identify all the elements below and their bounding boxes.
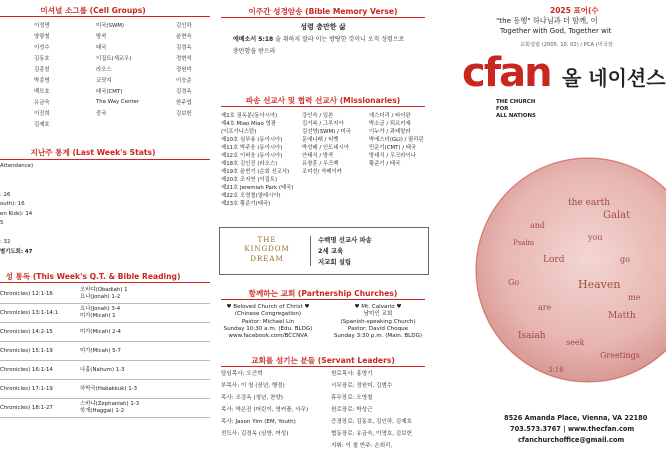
partnership-line: ♥ Beloved Church of Christ ♥ — [226, 304, 310, 310]
reading-bible: 미가(Micah) 5-7 — [80, 347, 121, 354]
logo-sub-line: THE CHURCH — [496, 99, 536, 105]
missionaries-col-1 — [221, 112, 293, 208]
missionary-item: 제20호 조지연 (이집트) — [221, 177, 278, 183]
globe-word: and — [530, 221, 546, 230]
memory-verse-heading: 성령 충만한 삶 — [300, 23, 346, 31]
table-cell: 이정명 — [34, 22, 50, 29]
table-row — [0, 380, 210, 399]
table-cell: 이진희 — [34, 110, 50, 117]
partnership-line: www.facebook.com/BCCNVA — [228, 333, 308, 340]
stats-line: en Kids): 14 — [0, 210, 33, 217]
kingdom-logo-line1: THE — [257, 236, 277, 244]
globe-word: Heaven — [578, 278, 621, 291]
partnership-line: Sunday 3:30 p.m. (Main. BLDG) — [333, 333, 423, 340]
table-cell: 박종명 — [34, 77, 50, 84]
globe-word: Greetings — [600, 351, 640, 360]
globe-word: Go — [508, 278, 520, 287]
globe-word: Matth — [608, 311, 636, 321]
missionary-item: 제18호 김인진 (라오스) — [221, 161, 278, 167]
globe-circle — [476, 158, 666, 382]
reading-qt: Chronicles) 17:1-19 — [0, 386, 53, 392]
missionary-item: 방대식 / 우크라이나 — [369, 153, 416, 159]
memory-verse-line2: 충만함을 받으라 — [233, 48, 276, 55]
globe-word: Psalm — [513, 239, 535, 247]
missionary-item: 제12호 이비웅 (동아시아) — [221, 153, 283, 159]
reading-qt: Chronicles) 15:1-19 — [0, 348, 53, 354]
table-cell: 태국(CMT) — [96, 88, 123, 95]
church-email: cfanchurchoffice@gmail.com — [518, 436, 625, 444]
kingdom-items — [318, 235, 372, 268]
partnership-title: 함께하는 교회 (Partnership Churches) — [248, 289, 398, 298]
table-row — [0, 41, 210, 52]
table-cell: 이승준 — [176, 77, 192, 84]
globe-word: go — [620, 255, 630, 264]
missionaries-title: 파송 선교사 및 협력 선교사 (Missionaries) — [245, 96, 401, 105]
missionary-item: 제11호 박주웅 (동아시아) — [221, 145, 283, 151]
reading-qt: Chronicles) 13:1-14:1 — [0, 310, 59, 316]
divider — [310, 236, 311, 266]
stats-line: 5 — [0, 220, 4, 226]
church-phone-web: 703.573.3767 | www.thecfan.com — [510, 425, 635, 433]
motto-korean: "the 동행" 하나님과 더 함께, 이 — [496, 16, 598, 25]
memory-verse-line1: 술 취하지 말라 이는 방탕한 것이니 오직 성령으로 — [275, 36, 405, 43]
missionaries-col-3 — [369, 112, 424, 168]
leader-line: 시무장로: 정원미, 김범수 — [331, 383, 393, 389]
stats-line — [0, 173, 33, 183]
missionary-item: 박에스더(GLI) / 필리핀 — [369, 137, 424, 143]
logo-korean: 올 네이션스 — [562, 66, 666, 90]
memory-verse-reference: 에베소서 5:18 — [233, 36, 274, 43]
divider — [221, 366, 425, 367]
table-row — [0, 63, 210, 74]
missionaries-list — [221, 112, 433, 212]
table-cell: 김경옥 — [176, 88, 192, 95]
logo-subtitle — [496, 99, 536, 119]
leader-line: 부목사: 이 청 (장년, 행정) — [221, 383, 285, 389]
missionary-item: 박성배 / 인도네시아 — [302, 145, 349, 151]
table-row — [0, 399, 210, 418]
kingdom-logo-line2: KINGDOM — [244, 245, 290, 254]
cfan-logo: cfan — [462, 50, 551, 96]
table-cell: The Way Center — [96, 98, 140, 105]
table-cell: 중국 — [96, 110, 107, 117]
middle-panel — [213, 0, 433, 466]
stats-line: outh): 16 — [0, 201, 25, 207]
missionary-item: 황준기 / 태국 — [369, 161, 401, 167]
logo-sub-line: ALL NATIONS — [496, 112, 536, 119]
stats-title: 지난주 통계 (Last Week's Stats) — [30, 148, 156, 157]
leader-line: 목사: Jason Yim (EM, Youth) — [221, 419, 296, 425]
partnership-line: (Chinese Congregation) — [234, 311, 302, 318]
logo-sub-line: FOR — [496, 105, 509, 112]
leader-line: 원로목사: 홍영기 — [331, 371, 373, 377]
missionary-item: 제23호 황준기(태국) — [221, 201, 271, 207]
table-cell: 정현석 — [176, 55, 192, 62]
reading-qt: Chronicles) 16:1-14 — [0, 367, 53, 373]
leader-line: 담임목사: 오건혁 — [221, 371, 263, 377]
missionary-item: 조미선/ 자메이카 — [302, 169, 342, 175]
kingdom-dream-box — [219, 227, 429, 275]
table-cell: 김제호 — [34, 121, 50, 128]
table-row — [0, 361, 210, 380]
table-cell: 김보헌 — [176, 110, 192, 117]
table-cell: 정원미 — [176, 66, 192, 73]
stats-line: Attendance) — [0, 163, 34, 169]
leader-line: 원로장로: 박성근 — [331, 407, 373, 413]
reading-qt: Chronicles) 14:2-15 — [0, 329, 53, 335]
table-cell: 유금숙 — [34, 99, 50, 106]
partnership-line: Pastor: David Choque — [347, 325, 409, 332]
missionary-item: 제19호 윤빈기 (순회 선교사) — [221, 169, 290, 175]
church-address: 8526 Amanda Place, Vienna, VA 22180 — [504, 414, 648, 422]
stats-line — [0, 230, 33, 240]
divider — [221, 17, 425, 18]
table-row — [0, 118, 210, 129]
missionaries-col-2 — [302, 112, 351, 176]
leader-line: 목사: 박은진 (어린이, 영커플, 사무) — [221, 407, 309, 413]
table-cell: 김종천 — [34, 66, 50, 73]
qt-title: 성 통독 (This Week's Q.T. & Bible Reading) — [5, 272, 181, 281]
table-row — [0, 52, 210, 63]
divider — [221, 299, 425, 300]
qt-table — [0, 285, 210, 418]
servant-leaders-left — [221, 371, 308, 443]
reading-qt: Chronicles) 12:1-16 — [0, 291, 53, 297]
reading-bible: 나훔(Nahum) 1-3 — [80, 366, 125, 373]
kingdom-item: 지교회 설립 — [318, 258, 352, 266]
kingdom-dream-logo — [232, 236, 302, 264]
globe-word: Isaiah — [518, 331, 546, 341]
reading-bible: 스바냐(Zephaniah) 1-3 학개(Haggai) 1-2 — [80, 401, 140, 414]
table-row — [0, 285, 210, 304]
table-cell: 김인하 — [176, 22, 192, 29]
founding-info: 교회설립 (2005. 10. 02) / PCA (미국장 — [520, 42, 613, 48]
cell-groups-table — [0, 19, 210, 129]
table-cell: 라오스 — [96, 66, 112, 73]
kingdom-logo-line3: DREAM — [250, 254, 284, 263]
motto-english: Together with God, Together wit — [500, 27, 612, 35]
table-row — [0, 342, 210, 361]
memory-verse-text — [233, 36, 404, 44]
globe-word: 3:16 — [548, 366, 564, 374]
reading-bible: 요나(Jonah) 3-4 미가(Micah) 1 — [80, 306, 121, 319]
globe-word: Galat — [603, 210, 631, 221]
cell-groups-title: 미셔널 소그룹 (Cell Groups) — [40, 6, 146, 15]
missionary-item: 이누가 / 과테말라 — [369, 129, 411, 135]
missionary-item: 민운기(CMT) / 태국 — [369, 145, 417, 151]
servant-leaders-right — [331, 371, 412, 455]
table-row — [0, 85, 210, 96]
table-cell: 양광철 — [34, 33, 50, 40]
globe-word: seek — [566, 338, 585, 347]
stats-line: : 32 — [0, 239, 11, 245]
table-cell: 태국 — [96, 44, 107, 51]
table-row — [0, 30, 210, 41]
stats-line: 별기도회: 47 — [0, 248, 33, 255]
partnership-line: Pastor: Michael Lin — [241, 318, 295, 325]
partnership-church-right — [323, 304, 433, 340]
reading-bible: 하박국(Habakkuk) 1-3 — [80, 385, 138, 392]
globe-word: are — [538, 303, 552, 312]
stats-line — [0, 182, 33, 192]
reading-bible: 오바댜(Obadiah) 1 요나(Jonah) 1-2 — [80, 287, 128, 300]
table-row — [0, 19, 210, 30]
leader-line: 증경장로: 김동호, 김인하, 김제호 — [331, 419, 413, 425]
reading-qt: Chronicles) 18:1-27 — [0, 405, 53, 411]
table-cell: 이집트(새교우) — [96, 55, 132, 62]
partnership-line: ♥ Mt. Calvario ♥ — [354, 304, 402, 310]
partnership-line: 남미인 교회 — [363, 311, 393, 318]
servant-leaders-title: 교회를 섬기는 분들 (Servant Leaders) — [251, 356, 395, 365]
memory-verse-title: 이주간 성경암송 (Bible Memory Verse) — [248, 7, 398, 16]
divider — [0, 282, 210, 283]
left-panel — [0, 0, 210, 466]
missionary-item: 제1호 권옥분(동아시아) — [221, 113, 278, 119]
table-cell: 코닷지 — [96, 77, 112, 84]
leader-line: 전도사: 김경옥 (심방, 여성) — [221, 431, 289, 437]
missionary-item: (이프가니스탄) — [221, 129, 257, 135]
partnership-line: Sunday 10:30 a.m. (Edu. BLDG) — [223, 325, 313, 332]
missionary-item: 문애나래 / 티벳 — [302, 137, 339, 143]
leader-line: 목사: 조강옥 (청년, 찬양) — [221, 395, 283, 401]
missionary-item: 제21호 Jeremiah Park (태국) — [221, 185, 294, 191]
missionary-item: 김선영(SWM) / 미국 — [302, 129, 351, 135]
table-cell: 방콕 — [96, 33, 107, 40]
kingdom-item: 수백명 선교사 파송 — [318, 236, 372, 244]
table-cell: 김동호 — [34, 55, 50, 62]
cover-panel — [438, 0, 666, 466]
table-row — [0, 323, 210, 342]
globe-word: you — [588, 233, 603, 242]
leader-line: 휴무장로: 오영철 — [331, 395, 373, 401]
table-row — [0, 304, 210, 323]
table-cell: 미국(SWM) — [96, 22, 125, 29]
globe-word: Lord — [543, 255, 565, 265]
table-cell: 윤현숙 — [176, 33, 192, 40]
year-motto-title: 2025 표어(수 — [550, 6, 599, 15]
table-cell: 한주엽 — [176, 99, 192, 106]
table-cell: 김경옥 — [176, 44, 192, 51]
table-cell: 백모호 — [34, 88, 50, 95]
divider — [0, 159, 210, 160]
table-cell: 이성수 — [34, 44, 50, 51]
missionary-item: 유창훈 / 우즈벡 — [302, 161, 339, 167]
stats-line: : 26 — [0, 191, 11, 198]
divider — [0, 16, 210, 17]
partnership-church-left — [213, 304, 323, 340]
leader-line: 협동장로: 유금숙, 이영호, 김보헌 — [331, 431, 413, 437]
missionary-item: 김거복 / 그루지아 — [302, 121, 344, 127]
missionary-item: 제22호 오영철(열레시아) — [221, 193, 281, 199]
missionary-item: 제10호 심부용 (동아시아) — [221, 137, 283, 143]
divider — [221, 106, 425, 107]
missionary-item: 강인숙 / 일본 — [302, 113, 334, 119]
table-row — [0, 96, 210, 107]
partnership-line: (Spanish-speaking Church) — [340, 318, 416, 325]
table-row — [0, 107, 210, 118]
leader-line: 지휘: 이 철 반주: 손희리, — [331, 443, 393, 449]
stats-list — [0, 163, 33, 258]
reading-bible: 미가(Micah) 2-4 — [80, 328, 121, 335]
missionary-item: 에스더리 / 타이완 — [369, 113, 411, 119]
globe-word: the earth — [568, 198, 611, 208]
table-row — [0, 74, 210, 85]
missionary-item: 제4호 Miao Miao 영광 — [221, 121, 276, 127]
missionary-item: 박소금 / 튀르키예 — [369, 121, 411, 127]
globe-word: me — [628, 293, 641, 302]
missionary-item: 안태식 / 방콕 — [302, 153, 334, 159]
kingdom-item: 2세 교육 — [318, 247, 344, 255]
